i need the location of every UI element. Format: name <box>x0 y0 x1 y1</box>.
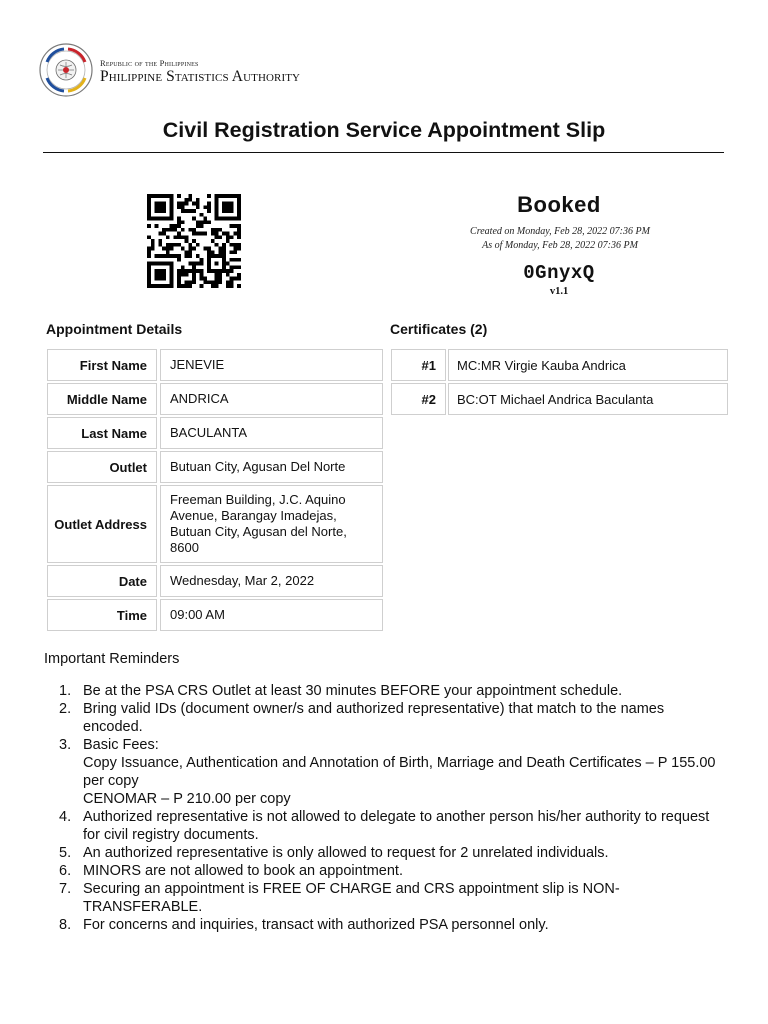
detail-value: Butuan City, Agusan Del Norte <box>160 451 383 483</box>
as-of-timestamp: As of Monday, Feb 28, 2022 07:36 PM <box>482 240 638 251</box>
reminder-text: Basic Fees: <box>83 737 159 753</box>
reminder-text: Securing an appointment is FREE OF CHARGE and CRS appointment slip is NON-TRANSFERABLE. <box>83 881 620 915</box>
version-label: v1.1 <box>549 286 569 297</box>
detail-value: JENEVIE <box>160 349 383 381</box>
reminder-number: 3. <box>59 737 72 753</box>
booking-status: Booked <box>517 192 601 217</box>
page-title: Civil Registration Service Appointment Slip <box>162 118 606 142</box>
certificate-value: BC:OT Michael Andrica Baculanta <box>448 383 728 415</box>
certificate-number: #2 <box>391 383 446 415</box>
detail-row-first-name <box>47 349 383 381</box>
reminders-heading: Important Reminders <box>44 651 180 667</box>
reminder-item <box>44 808 724 844</box>
detail-label: Outlet <box>47 451 157 483</box>
detail-value: Freeman Building, J.C. Aquino Avenue, Barangay Imadejas, Butuan City, Agusan del Norte, 8600 <box>160 485 383 563</box>
detail-label: First Name <box>47 349 157 381</box>
detail-label: Time <box>47 599 157 631</box>
reminder-number: 5. <box>59 845 72 861</box>
reminder-item <box>44 736 724 808</box>
certificate-value: MC:MR Virgie Kauba Andrica <box>448 349 728 381</box>
certificates-heading: Certificates (2) <box>390 321 488 337</box>
appointment-details-heading: Appointment Details <box>46 321 183 337</box>
reminder-text: Be at the PSA CRS Outlet at least 30 minutes BEFORE your appointment schedule. <box>83 683 623 699</box>
detail-label: Date <box>47 565 157 597</box>
reminder-number: 8. <box>59 917 72 933</box>
detail-row-date <box>47 565 383 597</box>
reminder-text: For concerns and inquiries, transact with authorized PSA personnel only. <box>83 917 549 933</box>
reminder-item <box>44 682 724 700</box>
reminder-text: MINORS are not allowed to book an appointment. <box>83 863 403 879</box>
reminder-item <box>44 880 724 916</box>
detail-label: Last Name <box>47 417 157 449</box>
psa-seal-icon <box>38 42 94 98</box>
reminder-text: Bring valid IDs (document owner/s and authorized representative) that match to the names encoded. <box>83 701 665 735</box>
reminder-item <box>44 700 724 736</box>
detail-row-time <box>47 599 383 631</box>
created-timestamp: Created on Monday, Feb 28, 2022 07:36 PM <box>470 226 650 237</box>
reminder-item <box>44 916 724 934</box>
detail-row-outlet-address <box>47 485 383 563</box>
qr-code-icon <box>145 194 243 288</box>
reminder-number: 7. <box>59 881 72 897</box>
detail-value: Wednesday, Mar 2, 2022 <box>160 565 383 597</box>
reminder-number: 4. <box>59 809 72 825</box>
detail-label: Outlet Address <box>47 485 157 563</box>
reminder-number: 6. <box>59 863 72 879</box>
detail-row-middle-name <box>47 383 383 415</box>
detail-value: 09:00 AM <box>160 599 383 631</box>
reminder-subtext: CENOMAR – P 210.00 per copy <box>83 791 291 807</box>
certificate-row <box>391 383 728 415</box>
certificate-row <box>391 349 728 381</box>
reminder-text: An authorized representative is only allowed to request for 2 unrelated individuals. <box>83 845 609 861</box>
detail-row-last-name <box>47 417 383 449</box>
detail-value: BACULANTA <box>160 417 383 449</box>
org-country-label: Republic of the Philippines <box>100 58 199 68</box>
reminder-item <box>44 844 724 862</box>
reminder-text: Authorized representative is not allowed to delegate to another person his/her authority to request for civil registry documents. <box>83 809 710 843</box>
detail-row-outlet <box>47 451 383 483</box>
reminder-item <box>44 862 724 880</box>
reminder-number: 2. <box>59 701 72 717</box>
detail-value: ANDRICA <box>160 383 383 415</box>
title-divider <box>43 152 724 153</box>
certificate-number: #1 <box>391 349 446 381</box>
detail-label: Middle Name <box>47 383 157 415</box>
org-name-label: Philippine Statistics Authority <box>100 68 301 85</box>
reminder-subtext: Copy Issuance, Authentication and Annotation of Birth, Marriage and Death Certificates – P 155.00 per copy <box>83 755 716 789</box>
reminder-number: 1. <box>59 683 72 699</box>
reference-code: 0GnyxQ <box>523 262 595 284</box>
reminders-list <box>44 682 724 934</box>
psa-logo <box>38 42 308 100</box>
